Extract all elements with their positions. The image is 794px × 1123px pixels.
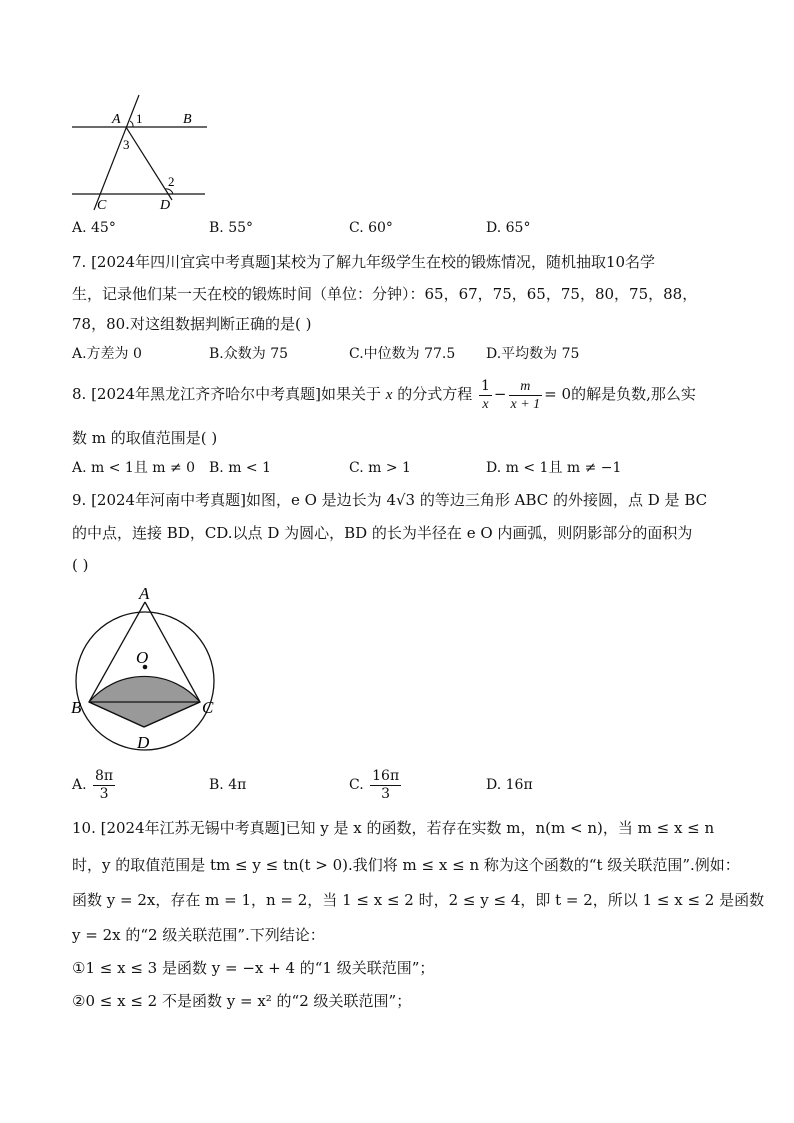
q6-option-a: A. 45° bbox=[72, 220, 116, 236]
q8-fraction-1: $\frac{1}{x}$ bbox=[481, 377, 490, 412]
q7-option-a: A.方差为 0 bbox=[72, 346, 142, 362]
parallel-lines-figure bbox=[60, 90, 220, 215]
q8-post: 的解是负数,那么实 bbox=[571, 385, 696, 403]
q10-line-5: ①1 ≤ x ≤ 3 是函数 y = −x + 4 的“1 级关联范围”； bbox=[72, 959, 435, 977]
q10-line-3: 函数 y = 2x，存在 m = 1，n = 2，当 1 ≤ x ≤ 2 时，2 ≤ y ≤ 4，即 t = 2，所以 1 ≤ x ≤ 2 是函数 bbox=[72, 891, 765, 909]
q8-line-2: 数 m 的取值范围是( ) bbox=[72, 429, 218, 447]
q7-line-2: 生，记录他们某一天在校的锻炼时间（单位：分钟）：65，67，75，65，75，80，75，88， bbox=[72, 285, 698, 303]
label-2: 2 bbox=[168, 174, 175, 189]
q9-option-c-fraction: $\frac{16\pi}{3}$ bbox=[372, 767, 400, 802]
q7-option-d: D.平均数为 75 bbox=[486, 346, 580, 362]
q10-line-1: 10. [2024年江苏无锡中考真题]已知 y 是 x 的函数，若存在实数 m，n(m < n)，当 m ≤ x ≤ n bbox=[72, 819, 715, 837]
label-B: B bbox=[183, 112, 192, 127]
label-C: C bbox=[97, 198, 107, 213]
q8-equals: = 0 bbox=[544, 385, 572, 403]
q10-line-2: 时，y 的取值范围是 tm ≤ y ≤ tn(t > 0).我们将 m ≤ x ≤ n 称为这个函数的“t 级关联范围”.例如： bbox=[72, 856, 740, 874]
fig-label-O: O bbox=[136, 648, 149, 667]
q7-line-3: 78，80.对这组数据判断正确的是( ) bbox=[72, 315, 312, 333]
q9-option-a: A. $\frac{8\pi}{3}$ bbox=[72, 767, 114, 802]
fig-label-A: A bbox=[139, 584, 150, 603]
q8-option-b: B. m < 1 bbox=[209, 460, 272, 476]
q8-option-c: C. m > 1 bbox=[349, 460, 411, 476]
q7-option-b: B.众数为 75 bbox=[209, 346, 289, 362]
q8-line-1 bbox=[72, 374, 696, 415]
label-A: A bbox=[112, 112, 121, 127]
q9-option-b: B. 4π bbox=[209, 777, 247, 793]
label-1: 1 bbox=[136, 111, 143, 126]
q8-fraction-2: $\frac{m}{x + 1}$ bbox=[510, 378, 541, 412]
q9-option-a-fraction: $\frac{8\pi}{3}$ bbox=[95, 767, 114, 802]
q8-option-d: D. m < 1且 m ≠ −1 bbox=[486, 460, 622, 476]
q8-option-a: A. m < 1且 m ≠ 0 bbox=[72, 460, 196, 476]
q9-line-2: 的中点，连接 BD，CD.以点 D 为圆心，BD 的长为半径在 e O 内画弧，则阴影部分的面积为 bbox=[72, 524, 693, 542]
q9-option-d: D. 16π bbox=[486, 777, 533, 793]
fig-label-C: C bbox=[202, 698, 214, 717]
label-D: D bbox=[160, 198, 171, 213]
q8-minus: − bbox=[493, 385, 507, 403]
circle-triangle-figure bbox=[62, 580, 232, 760]
q10-line-4: y = 2x 的“2 级关联范围”.下列结论： bbox=[72, 926, 325, 944]
q7-line-1: 7. [2024年四川宜宾中考真题]某校为了解九年级学生在校的锻炼情况，随机抽取10名学 bbox=[72, 253, 656, 271]
label-3: 3 bbox=[123, 137, 130, 152]
q8-var-x: x bbox=[385, 387, 393, 403]
angle-1-arc bbox=[130, 121, 133, 127]
q6-option-c: C. 60° bbox=[349, 220, 393, 236]
q8-mid: 的分式方程 bbox=[397, 385, 473, 403]
q10-line-6: ②0 ≤ x ≤ 2 不是函数 y = x² 的“2 级关联范围”； bbox=[72, 992, 412, 1010]
q9-line-1: 9. [2024年河南中考真题]如图，e O 是边长为 4√3 的等边三角形 ABC 的外接圆，点 D 是 BC bbox=[72, 491, 708, 509]
q8-prefix: 8. [2024年黑龙江齐齐哈尔中考真题]如果关于 bbox=[72, 385, 381, 403]
q7-option-c: C.中位数为 77.5 bbox=[349, 346, 456, 362]
q6-option-d: D. 65° bbox=[486, 220, 531, 236]
fig-label-B: B bbox=[71, 698, 82, 717]
q9-option-c: C. $\frac{16\pi}{3}$ bbox=[349, 767, 400, 802]
fig-label-D: D bbox=[137, 733, 150, 752]
q6-option-b: B. 55° bbox=[209, 220, 254, 236]
q9-line-3: ( ) bbox=[72, 556, 89, 574]
